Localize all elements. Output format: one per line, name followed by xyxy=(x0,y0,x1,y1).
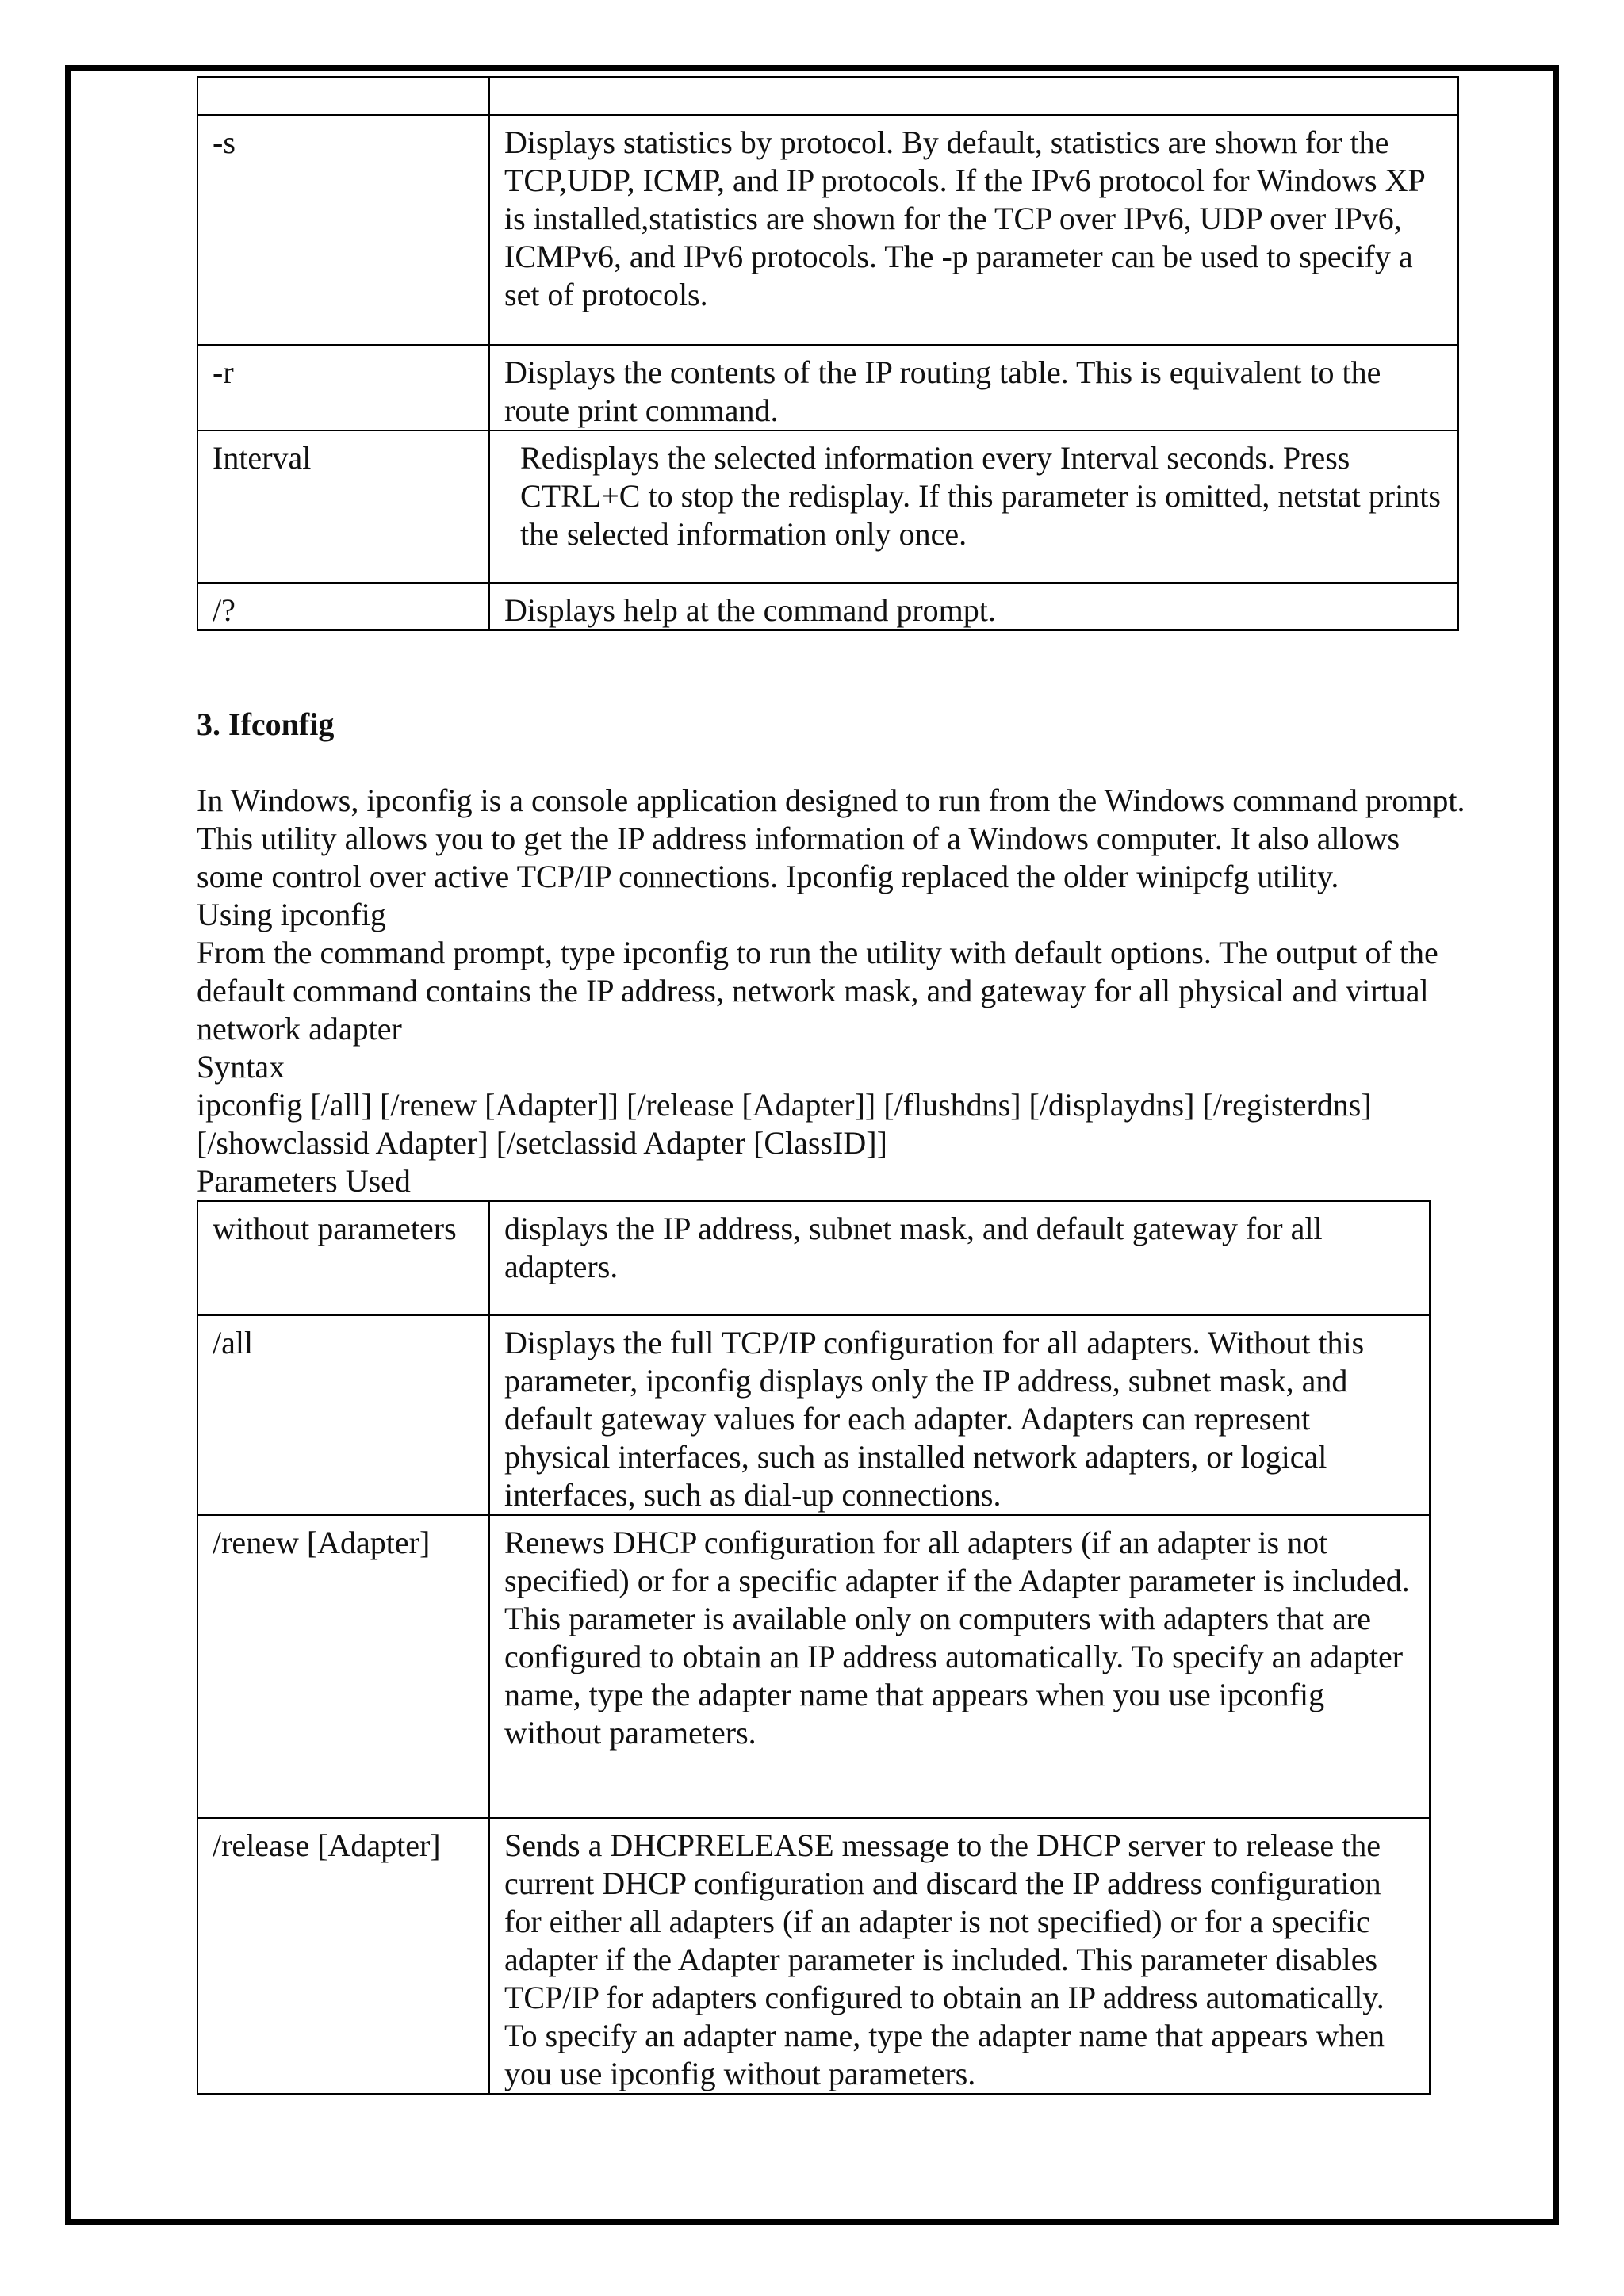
desc-cell: Displays the contents of the IP routing table. This is equivalent to the route print command. xyxy=(489,345,1458,430)
desc-cell: displays the IP address, subnet mask, and default gateway for all adapters. xyxy=(489,1201,1430,1315)
table-row xyxy=(197,1515,1430,1818)
desc-cell: Displays help at the command prompt. xyxy=(489,583,1458,630)
param-cell: /release [Adapter] xyxy=(197,1818,489,2094)
param-cell xyxy=(197,77,489,115)
desc-cell: Renews DHCP configuration for all adapters (if an adapter is not specified) or for a specific adapter if the Adapter parameter is included. This parameter is available only on computers with adapters that are configured to obtain an IP address automatically. To specify an adapter name, type the adapter name that appears when you use ipconfig without parameters. xyxy=(489,1515,1430,1818)
desc-cell: Redisplays the selected information every Interval seconds. Press CTRL+C to stop the redisplay. If this parameter is omitted, netstat prints the selected information only once. xyxy=(489,430,1458,583)
netstat-parameters-table xyxy=(197,76,1459,631)
param-cell: /all xyxy=(197,1315,489,1515)
param-cell: without parameters xyxy=(197,1201,489,1315)
table-row xyxy=(197,77,1458,115)
table-row xyxy=(197,1818,1430,2094)
section-heading: 3. Ifconfig xyxy=(197,706,335,742)
table-row xyxy=(197,345,1458,430)
ipconfig-parameters-table xyxy=(197,1200,1431,2095)
table-row xyxy=(197,1315,1430,1515)
param-cell: -s xyxy=(197,115,489,345)
using-paragraph: From the command prompt, type ipconfig to run the utility with default options. The output of the default command contains the IP address, network mask, and gateway for all physical and virtual network adapter xyxy=(197,935,1438,1047)
intro-paragraph: In Windows, ipconfig is a console application designed to run from the Windows command prompt. This utility allows you to get the IP address information of a Windows computer. It also allows some control over active TCP/IP connections. Ipconfig replaced the older winipcfg utility. xyxy=(197,783,1465,894)
table-row xyxy=(197,115,1458,345)
parameters-title: Parameters Used xyxy=(197,1163,411,1199)
using-title: Using ipconfig xyxy=(197,897,386,932)
syntax-text: ipconfig [/all] [/renew [Adapter]] [/release [Adapter]] [/flushdns] [/displaydns] [/registerdns] [/showclassid Adapter] [/setclassid Adapter [ClassID]] xyxy=(197,1087,1372,1161)
page-content xyxy=(197,76,1465,2095)
param-cell: -r xyxy=(197,345,489,430)
syntax-title: Syntax xyxy=(197,1049,285,1085)
param-cell: Interval xyxy=(197,430,489,583)
param-cell: /? xyxy=(197,583,489,630)
param-cell: /renew [Adapter] xyxy=(197,1515,489,1818)
desc-cell: Sends a DHCPRELEASE message to the DHCP server to release the current DHCP configuration and discard the IP address configuration for either all adapters (if an adapter is not specified) or for a specific adapter if the Adapter parameter is included. This parameter disables TCP/IP for adapters configured to obtain an IP address automatically. To specify an adapter name, type the adapter name that appears when you use ipconfig without parameters. xyxy=(489,1818,1430,2094)
table-row xyxy=(197,430,1458,583)
table-row xyxy=(197,583,1458,630)
desc-cell: Displays statistics by protocol. By default, statistics are shown for the TCP,UDP, ICMP, and IP protocols. If the IPv6 protocol for Windows XP is installed,statistics are shown for the TCP over IPv6, UDP over IPv6, ICMPv6, and IPv6 protocols. The -p parameter can be used to specify a set of protocols. xyxy=(489,115,1458,345)
desc-cell: Displays the full TCP/IP configuration for all adapters. Without this parameter, ipconfig displays only the IP address, subnet mask, and default gateway values for each adapter. Adapters can represent physical interfaces, such as installed network adapters, or logical interfaces, such as dial-up connections. xyxy=(489,1315,1430,1515)
table-row xyxy=(197,1201,1430,1315)
desc-cell xyxy=(489,77,1458,115)
